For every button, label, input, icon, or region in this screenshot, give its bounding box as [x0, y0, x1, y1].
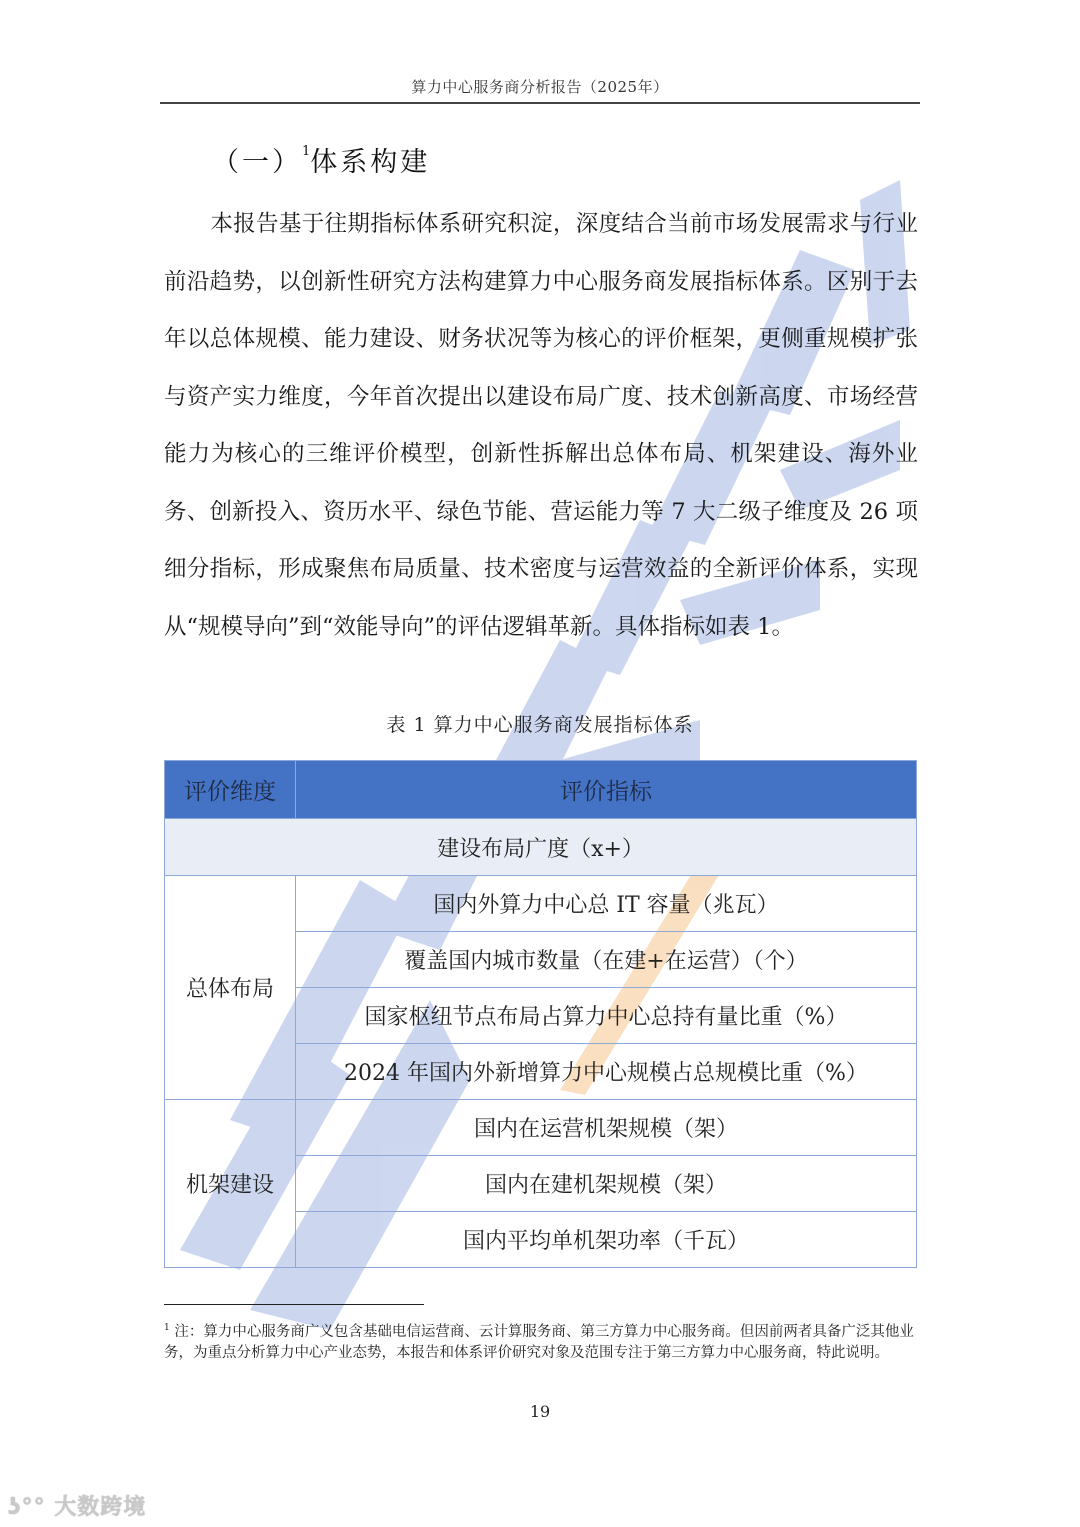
body-paragraph	[164, 196, 918, 656]
indicator-cell: 国内在建机架规模（架）	[296, 1156, 917, 1212]
section-number: （一）	[212, 147, 302, 178]
section-title-text: 体系构建	[310, 147, 431, 178]
indicator-cell: 2024 年国内外新增算力中心规模占总规模比重（%）	[296, 1044, 917, 1100]
brand-logo-icon: ʖ°°	[8, 1495, 46, 1520]
section-heading	[212, 140, 430, 179]
running-header: 算力中心服务商分析报告（2025年）	[411, 78, 669, 96]
dimension-cell-rack-construction: 机架建设	[165, 1100, 296, 1268]
table-row	[165, 1100, 917, 1156]
dimension-cell-overall-layout: 总体布局	[165, 876, 296, 1100]
header-dimension: 评价维度	[165, 761, 296, 819]
footnote-mark: 1	[164, 1323, 170, 1333]
body-paragraph-text: 本报告基于往期指标体系研究积淀，深度结合当前市场发展需求与行业前沿趋势，以创新性研究方法构建算力中心服务商发展指标体系。区别于去年以总体规模、能力建设、财务状况等为核心的评价框架，更侧重规模扩张与资产实力维度，今年首次提出以建设布局广度、技术创新高度、市场经营能力为核心的三维评价模型，创新性拆解出总体布局、机架建设、海外业务、创新投入、资历水平、绿色节能、营运能力等 7 大二级子维度及 26 项细分指标，形成聚焦布局质量、技术密度与运营效益的全新评价体系，实现从“规模导向”到“效能导向”的评估逻辑革新。具体指标如表 1。	[164, 211, 918, 640]
corner-watermark-text: 大数跨境	[54, 1495, 147, 1520]
indicator-cell: 国家枢纽节点布局占算力中心总持有量比重（%）	[296, 988, 917, 1044]
footnote-reference[interactable]: 1	[302, 144, 311, 159]
corner-watermark	[8, 1490, 146, 1521]
footnote-text: 注：算力中心服务商广义包含基础电信运营商、云计算服务商、第三方算力中心服务商。但因前两者具备广泛其他业务，为重点分析算力中心产业态势，本报告和体系评价研究对象及范围专注于第三方算力中心服务商，特此说明。	[164, 1323, 914, 1361]
table-caption: 表 1 算力中心服务商发展指标体系	[386, 714, 694, 736]
indicator-cell: 国内外算力中心总 IT 容量（兆瓦）	[296, 876, 917, 932]
table-row	[165, 876, 917, 932]
table-header-row	[165, 761, 917, 819]
footnote-divider	[164, 1304, 424, 1305]
indicator-cell: 国内平均单机架功率（千瓦）	[296, 1212, 917, 1268]
page-number: 19	[529, 1402, 551, 1421]
header-indicator: 评价指标	[296, 761, 917, 819]
section-title-cell: 建设布局广度（x+）	[165, 819, 917, 876]
header-divider	[160, 102, 920, 104]
indicator-cell: 覆盖国内城市数量（在建+在运营）（个）	[296, 932, 917, 988]
footnote	[164, 1318, 918, 1364]
table-section-row	[165, 819, 917, 876]
indicator-table	[164, 760, 917, 1268]
indicator-cell: 国内在运营机架规模（架）	[296, 1100, 917, 1156]
